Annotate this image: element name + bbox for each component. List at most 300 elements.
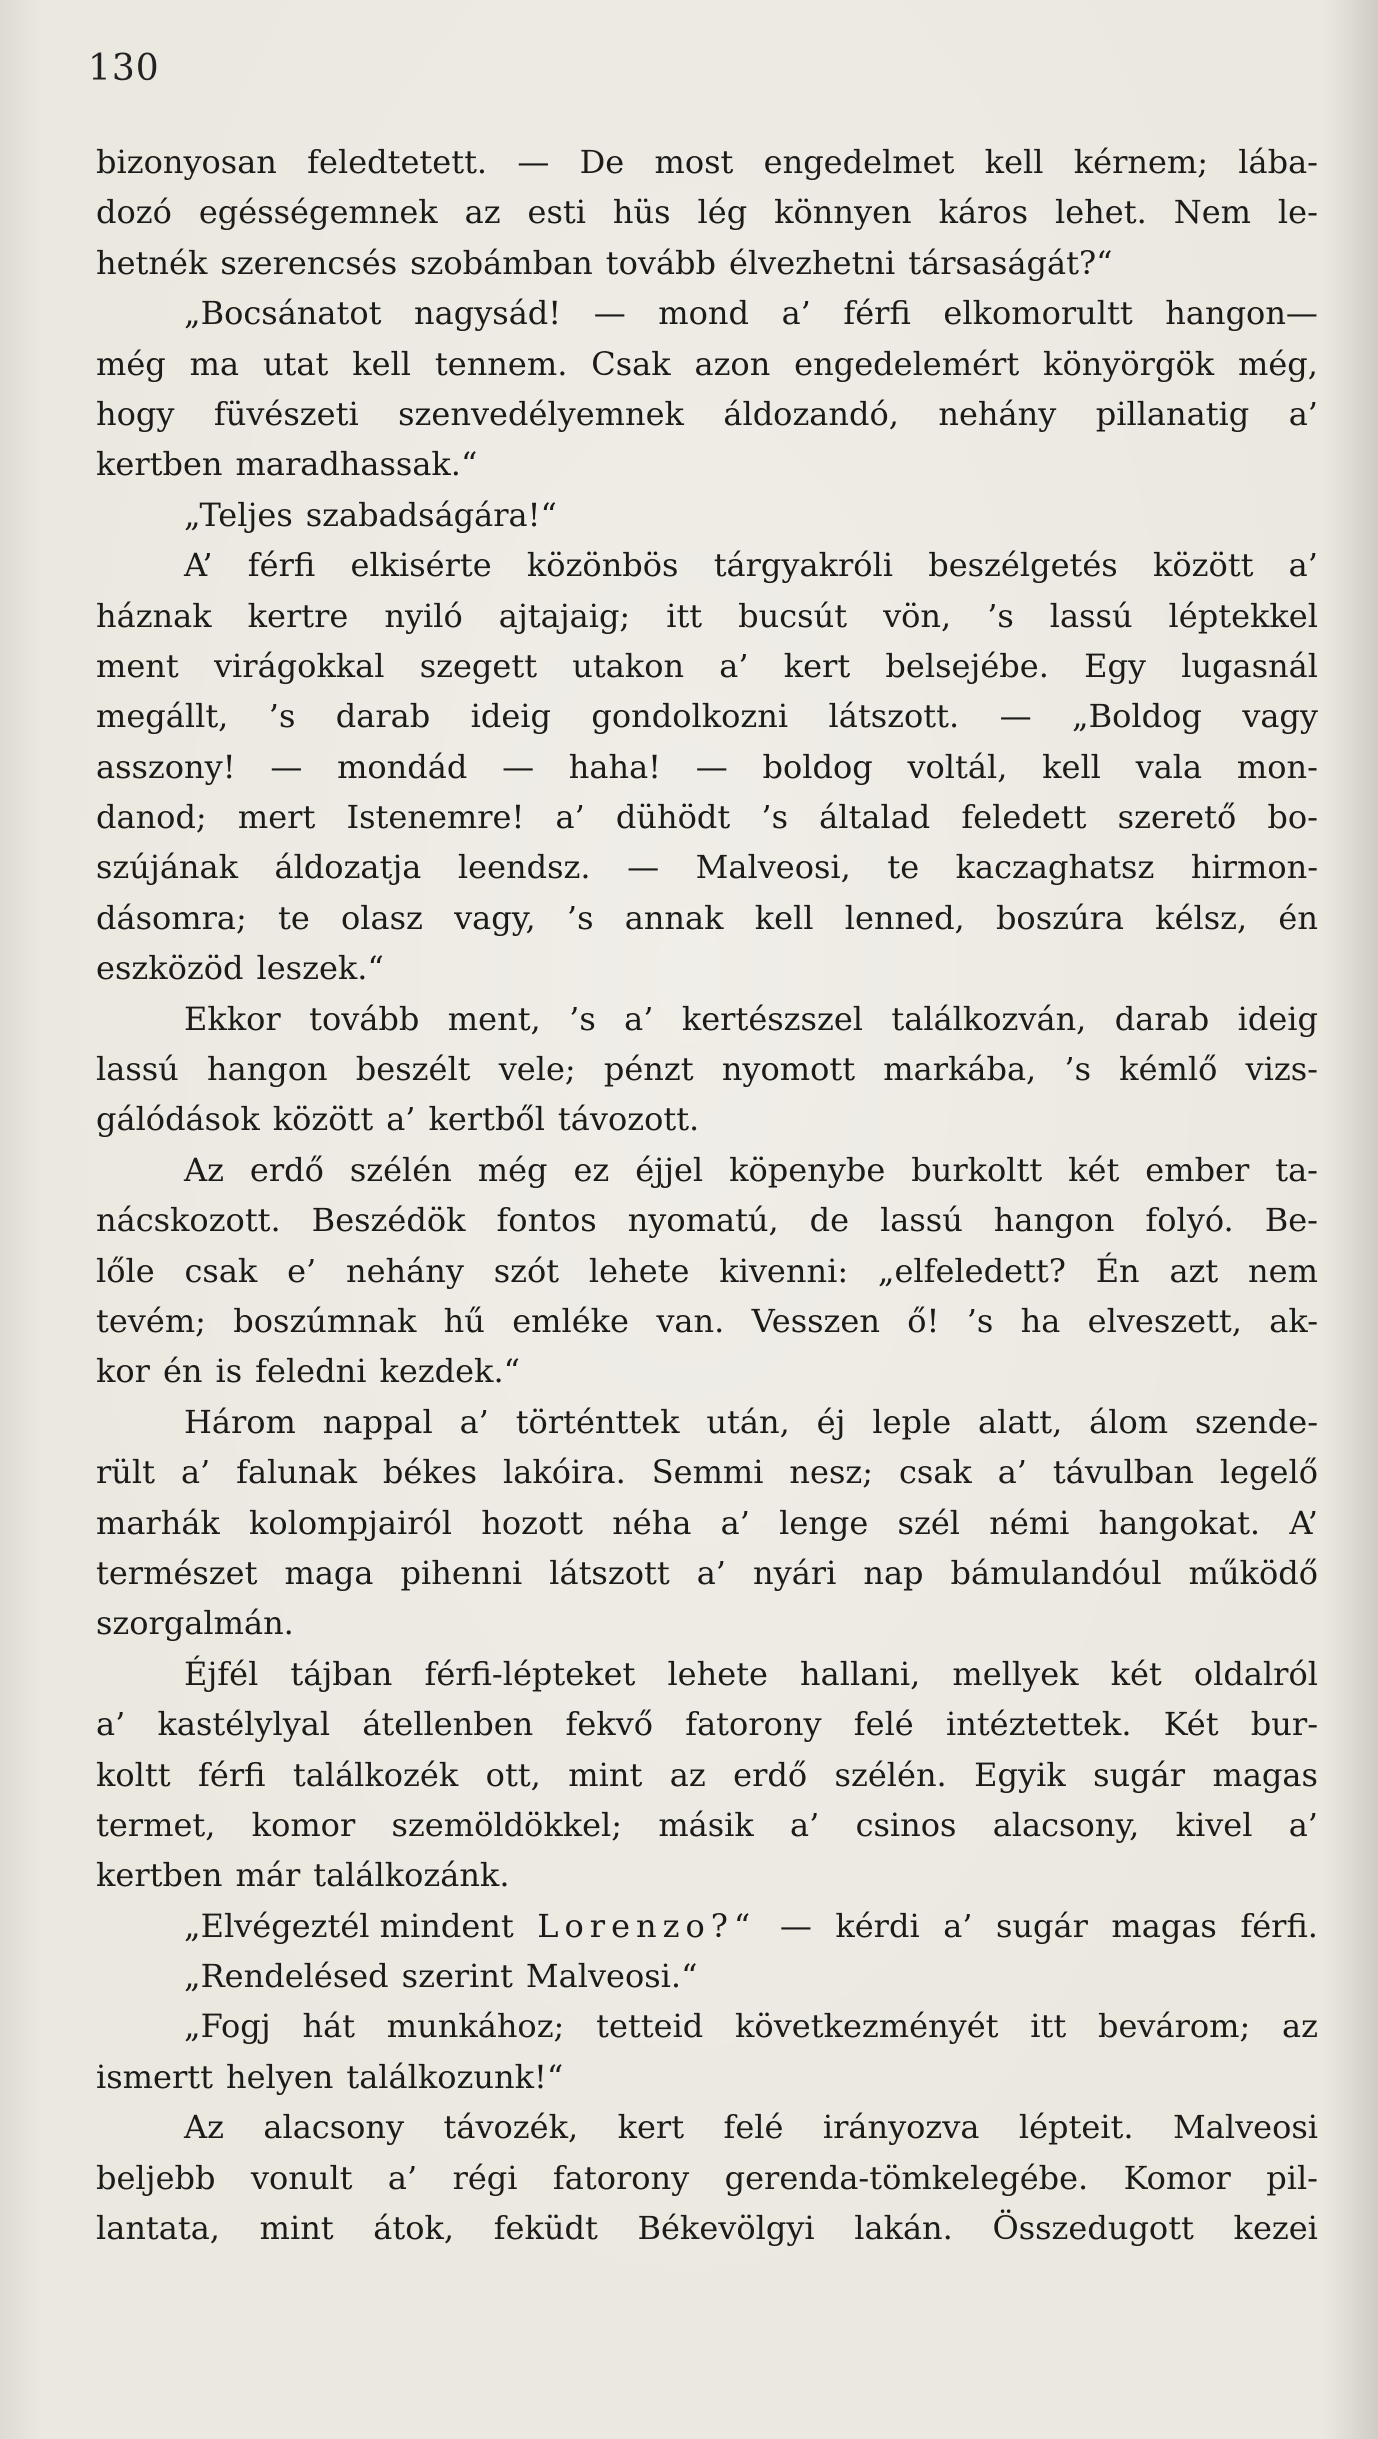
- word: kertészszel: [681, 999, 863, 1038]
- word: lantata,: [96, 2209, 220, 2248]
- word: Az: [184, 2108, 224, 2147]
- word: látszott.: [828, 697, 960, 736]
- word: áldozandó,: [723, 394, 899, 433]
- word: pillanatig: [1095, 394, 1250, 433]
- word: hüs: [612, 193, 671, 232]
- word: „Boldog: [1072, 697, 1202, 736]
- word: között: [272, 1100, 374, 1139]
- word: beljebb: [96, 2158, 216, 2197]
- word: szélén: [349, 1150, 452, 1189]
- word: természet: [96, 1553, 258, 1592]
- word: hangokat.: [1098, 1503, 1261, 1542]
- word: darab: [1114, 999, 1210, 1038]
- text-line: [96, 1346, 1318, 1396]
- word: Én: [1095, 1251, 1140, 1290]
- word: Összedugott: [992, 2209, 1194, 2248]
- word: maga: [284, 1553, 374, 1592]
- word: marhák: [96, 1503, 220, 1542]
- word: vön,: [883, 596, 952, 635]
- word: két: [1068, 1150, 1120, 1189]
- word: hozott: [481, 1503, 583, 1542]
- word: szegett: [419, 646, 538, 685]
- word: hirmon-: [1190, 848, 1318, 887]
- word: bur-: [1250, 1705, 1318, 1744]
- word: mellyek: [952, 1654, 1079, 1693]
- text-line: [96, 691, 1318, 741]
- word: kezei: [1233, 2209, 1318, 2248]
- word: darab: [335, 697, 431, 736]
- word: egésségemnek: [198, 193, 438, 232]
- word: belsejébe.: [885, 646, 1049, 685]
- word: Semmi: [651, 1453, 764, 1492]
- word: itt: [1030, 2007, 1067, 2046]
- word: beszélgetés: [928, 546, 1118, 585]
- word: távulban: [1052, 1453, 1194, 1492]
- word: —: [695, 747, 728, 786]
- word: termet,: [96, 1805, 216, 1844]
- text-line: [96, 1548, 1318, 1598]
- text-line: [96, 943, 1318, 993]
- word: magas: [1111, 1906, 1217, 1945]
- word: szélén.: [834, 1755, 947, 1794]
- text-line: [96, 742, 1318, 792]
- text-line: [96, 1195, 1318, 1245]
- word: hallani,: [800, 1654, 921, 1693]
- word: e’: [287, 1251, 317, 1290]
- word: kastélylyal: [157, 1705, 331, 1744]
- word: van.: [656, 1301, 725, 1340]
- word: kivel: [1175, 1805, 1253, 1844]
- word: kélsz,: [1155, 898, 1248, 937]
- word: a’: [719, 646, 749, 685]
- word: Malveosi: [1172, 2108, 1318, 2147]
- word: még: [96, 344, 166, 383]
- word: Malveosi.“: [525, 1957, 698, 1996]
- text-line: [96, 792, 1318, 842]
- word: találkozánk.: [313, 1856, 510, 1895]
- text-line: [96, 2102, 1318, 2152]
- word: utakon: [572, 646, 685, 685]
- word: lassú: [880, 1201, 963, 1240]
- word: felé: [853, 1705, 914, 1744]
- word: kell: [352, 344, 412, 383]
- word: nehány: [345, 1251, 464, 1290]
- word: férfi.: [1240, 1906, 1318, 1945]
- word: bámulandóul: [950, 1553, 1162, 1592]
- word: könnyen: [774, 193, 912, 232]
- word: ’s: [1064, 1050, 1091, 1089]
- word: —: [270, 747, 303, 786]
- word: megállt,: [96, 697, 229, 736]
- word: ember: [1145, 1150, 1250, 1189]
- word: szabadságára!“: [305, 495, 557, 534]
- word: lugasnál: [1181, 646, 1318, 685]
- word: füvészeti: [213, 394, 359, 433]
- word: ott,: [485, 1755, 541, 1794]
- text-line: [96, 439, 1318, 489]
- word: kertre: [247, 596, 349, 635]
- word: vagy: [1242, 697, 1318, 736]
- word: lenge: [779, 1503, 869, 1542]
- word: haha!: [568, 747, 662, 786]
- word: fontos: [496, 1201, 597, 1240]
- word: másik: [658, 1805, 754, 1844]
- word: esti: [527, 193, 586, 232]
- word: kert: [783, 646, 851, 685]
- word: ideig: [1237, 999, 1318, 1038]
- word: boszúmnak: [233, 1301, 417, 1340]
- word: pil-: [1266, 2158, 1318, 2197]
- word: átok,: [373, 2209, 455, 2248]
- word: tovább: [605, 243, 716, 282]
- word: mint: [568, 1755, 643, 1794]
- word: Békevölgyi: [637, 2209, 815, 2248]
- word: lassú: [96, 1050, 179, 1089]
- word: nácskozott.: [96, 1201, 281, 1240]
- word: szót: [493, 1251, 560, 1290]
- word: kertből: [428, 1100, 545, 1139]
- word: lába-: [1238, 143, 1318, 181]
- word: ismertt: [96, 2057, 213, 2096]
- word: alatt,: [978, 1402, 1063, 1441]
- text-line: [96, 1246, 1318, 1296]
- word: ő!: [907, 1301, 940, 1340]
- word: le-: [1277, 193, 1318, 232]
- word: mond: [658, 294, 749, 333]
- word: szobámban: [410, 243, 593, 282]
- word: nappal: [322, 1402, 433, 1441]
- word: helyen: [225, 2057, 334, 2096]
- word: utat: [262, 344, 329, 383]
- word: még: [477, 1150, 548, 1189]
- word: a’: [624, 999, 654, 1038]
- word: a’: [180, 1453, 211, 1492]
- word: lépteit.: [1018, 2108, 1134, 2147]
- word: kert: [617, 2108, 685, 2147]
- word: gondolkozni: [591, 697, 789, 736]
- word: békes: [382, 1453, 478, 1492]
- word: olasz: [340, 898, 423, 937]
- text-line: [96, 238, 1318, 288]
- word: szújának: [96, 848, 238, 887]
- word: Ekkor: [184, 999, 281, 1038]
- word: voltál,: [907, 747, 1008, 786]
- word: emléke: [512, 1301, 629, 1340]
- word: kivenni:: [719, 1251, 849, 1290]
- word: ’s: [987, 596, 1014, 635]
- word: az: [464, 193, 501, 232]
- word: vagy,: [454, 898, 536, 937]
- word: a’: [781, 294, 811, 333]
- word: között: [1152, 546, 1254, 585]
- word: vala: [1135, 747, 1203, 786]
- word: fatorony: [552, 2158, 690, 2197]
- word: könyörgök: [1043, 344, 1215, 383]
- word: maradhassak.“: [235, 445, 478, 484]
- text-line: [96, 2001, 1318, 2051]
- word: leszek.“: [256, 949, 384, 988]
- word: De: [579, 143, 625, 181]
- word: két: [1110, 1654, 1162, 1693]
- text-line: [96, 1850, 1318, 1900]
- word: is: [215, 1352, 243, 1391]
- word: még,: [1237, 344, 1318, 383]
- word: azt: [1169, 1251, 1219, 1290]
- word: férfi: [198, 1755, 266, 1794]
- word: Két: [1163, 1705, 1219, 1744]
- word: kémlő: [1119, 1050, 1218, 1089]
- word: tovább: [309, 999, 420, 1038]
- word: az: [1282, 2007, 1318, 2046]
- word: „Teljes: [184, 495, 293, 534]
- word: Lorenzo?“: [537, 1906, 757, 1945]
- word: találkozék: [292, 1755, 459, 1794]
- word: itt: [666, 596, 703, 635]
- text-line: [96, 1699, 1318, 1749]
- body-text: [96, 137, 1318, 2253]
- word: kertben: [96, 1856, 223, 1895]
- word: —: [999, 697, 1032, 736]
- word: ha: [1020, 1301, 1061, 1340]
- word: lakán.: [854, 2209, 953, 2248]
- word: A’: [184, 546, 213, 585]
- word: sugár: [1093, 1755, 1186, 1794]
- word: lőle: [96, 1251, 155, 1290]
- word: most: [654, 143, 734, 181]
- word: —: [517, 143, 550, 181]
- word: a’: [555, 798, 585, 837]
- word: nap: [863, 1553, 924, 1592]
- word: rült: [96, 1453, 155, 1492]
- word: danod;: [96, 798, 207, 837]
- word: férfi-lépteket: [424, 1654, 636, 1693]
- word: hű: [443, 1301, 485, 1340]
- word: ideig: [470, 697, 551, 736]
- word: élvezhetni: [728, 243, 896, 282]
- word: nesz;: [789, 1453, 874, 1492]
- word: feküdt: [493, 2209, 598, 2248]
- word: dühödt: [615, 798, 731, 837]
- text-line: [96, 1598, 1318, 1648]
- text-line: [96, 540, 1318, 590]
- word: a’: [387, 2158, 418, 2197]
- word: a’: [386, 1100, 416, 1139]
- word: szél: [897, 1503, 960, 1542]
- word: működő: [1188, 1553, 1318, 1592]
- word: csak: [898, 1453, 972, 1492]
- word: de: [809, 1201, 850, 1240]
- word: gerenda-tömkelegébe.: [724, 2158, 1089, 2197]
- word: csak: [184, 1251, 258, 1290]
- word: találkozunk!“: [346, 2057, 564, 2096]
- word: lenned,: [844, 898, 965, 937]
- word: hangon—: [1165, 294, 1318, 333]
- word: a’: [943, 1906, 973, 1945]
- word: távozék,: [443, 2108, 579, 2147]
- text-line: [96, 1397, 1318, 1447]
- text-line: [96, 288, 1318, 338]
- text-line: [96, 1951, 1318, 2001]
- word: gálódások: [96, 1100, 260, 1139]
- word: folyó.: [1145, 1201, 1234, 1240]
- word: mert: [237, 798, 316, 837]
- text-line: [96, 1296, 1318, 1346]
- word: koltt: [96, 1755, 171, 1794]
- word: közönbös: [526, 546, 679, 585]
- word: elveszett,: [1087, 1301, 1242, 1340]
- word: nehány: [938, 394, 1057, 433]
- word: annak: [624, 898, 724, 937]
- word: ’s: [966, 1301, 994, 1340]
- word: Egy: [1084, 646, 1146, 685]
- word: intéztettek.: [945, 1705, 1132, 1744]
- word: nyári: [753, 1553, 837, 1592]
- word: nyomott: [721, 1050, 856, 1089]
- text-line: [96, 591, 1318, 641]
- text-line: [96, 1145, 1318, 1195]
- word: szorgalmán.: [96, 1604, 294, 1643]
- word: „Fogj: [184, 2007, 271, 2046]
- word: vonult: [250, 2158, 353, 2197]
- word: az: [669, 1755, 706, 1794]
- word: feledett: [961, 798, 1087, 837]
- text-line: [96, 2052, 1318, 2102]
- word: kolompjairól: [249, 1503, 453, 1542]
- word: régi: [452, 2158, 518, 2197]
- word: bo-: [1267, 798, 1318, 837]
- word: távozott.: [557, 1100, 700, 1139]
- word: boldog: [762, 747, 873, 786]
- text-line: [96, 490, 1318, 540]
- word: ’s: [569, 999, 596, 1038]
- text-line: [96, 1447, 1318, 1497]
- word: —: [593, 294, 626, 333]
- text-line: [96, 339, 1318, 389]
- word: ez: [573, 1150, 610, 1189]
- word: falunak: [236, 1453, 357, 1492]
- word: Nem: [1173, 193, 1251, 232]
- word: engedelmet: [763, 143, 955, 181]
- word: a’: [459, 1402, 489, 1441]
- word: engedelemért: [794, 344, 1020, 383]
- word: én: [1278, 898, 1318, 937]
- word: elkomorultt: [943, 294, 1133, 333]
- word: a’: [1288, 394, 1318, 433]
- text-line: [96, 1750, 1318, 1800]
- word: Beszédök: [311, 1201, 466, 1240]
- word: ’s: [566, 898, 594, 937]
- word: mint: [259, 2209, 334, 2248]
- word: felé: [723, 2108, 784, 2147]
- word: oldalról: [1193, 1654, 1318, 1693]
- word: lehete: [667, 1654, 768, 1693]
- word: hogy: [96, 394, 175, 433]
- word: bizonyosan: [96, 143, 277, 181]
- word: leendsz.: [457, 848, 591, 887]
- text-line: [96, 893, 1318, 943]
- word: beszélt: [355, 1050, 471, 1089]
- word: áldozatja: [274, 848, 422, 887]
- word: találkozván,: [891, 999, 1087, 1038]
- word: a’: [790, 1805, 820, 1844]
- word: feledni: [255, 1352, 367, 1391]
- word: lehet.: [1054, 193, 1147, 232]
- word: én: [162, 1352, 203, 1391]
- word: te: [887, 848, 920, 887]
- word: a’: [1288, 1805, 1318, 1844]
- word: lassú: [1049, 596, 1133, 635]
- word: ment: [96, 646, 179, 685]
- word: ’s: [268, 697, 296, 736]
- word: eszközöd: [96, 949, 244, 988]
- word: éjjel: [635, 1150, 704, 1189]
- word: te: [277, 898, 310, 937]
- word: bucsút: [738, 596, 848, 635]
- word: ma: [189, 344, 240, 383]
- word: boszúra: [995, 898, 1124, 937]
- word: dozó: [96, 193, 172, 232]
- text-line: [96, 994, 1318, 1044]
- word: a’: [96, 1705, 126, 1744]
- word: magas: [1212, 1755, 1318, 1794]
- word: tevém;: [96, 1301, 206, 1340]
- word: —: [502, 747, 535, 786]
- word: irányozva: [822, 2108, 980, 2147]
- word: ajtajaig;: [498, 596, 631, 635]
- word: sugár: [996, 1906, 1088, 1945]
- word: Csak: [591, 344, 671, 383]
- word: hetnék: [96, 243, 208, 282]
- word: káros: [938, 193, 1029, 232]
- word: —: [627, 848, 660, 887]
- word: szemöldökkel;: [391, 1805, 623, 1844]
- word: hangon: [206, 1050, 328, 1089]
- word: Három: [184, 1402, 296, 1441]
- word: lakóira.: [503, 1453, 626, 1492]
- word: szenvedélyemnek: [398, 394, 684, 433]
- word: kell: [984, 143, 1044, 181]
- word: már: [235, 1856, 301, 1895]
- word: nagysád!: [414, 294, 562, 333]
- word: társaságát?“: [908, 243, 1113, 282]
- word: szerint: [401, 1957, 513, 1996]
- word: szerencsés: [220, 243, 398, 282]
- page-number: 130: [88, 48, 160, 89]
- word: kell: [1042, 747, 1101, 786]
- word: pihenni: [400, 1553, 523, 1592]
- text-line: [96, 1901, 1318, 1951]
- text-line: [96, 1044, 1318, 1094]
- word: ta-: [1275, 1150, 1318, 1189]
- word: ak-: [1269, 1301, 1318, 1340]
- word: látszott: [549, 1553, 670, 1592]
- word: „Elvégeztél mindent: [184, 1906, 514, 1945]
- word: Malveosi,: [695, 848, 851, 887]
- word: férfi: [843, 294, 911, 333]
- word: szerető: [1117, 798, 1237, 837]
- word: tennem.: [434, 344, 568, 383]
- word: alacsony,: [992, 1805, 1140, 1844]
- word: Be-: [1264, 1201, 1318, 1240]
- text-line: [96, 641, 1318, 691]
- word: fatorony: [685, 1705, 822, 1744]
- word: álom: [1089, 1402, 1169, 1441]
- word: dásomra;: [96, 898, 247, 937]
- word: ’s: [761, 798, 788, 837]
- word: a’: [997, 1453, 1027, 1492]
- word: után,: [706, 1402, 790, 1441]
- word: fekvő: [565, 1705, 654, 1744]
